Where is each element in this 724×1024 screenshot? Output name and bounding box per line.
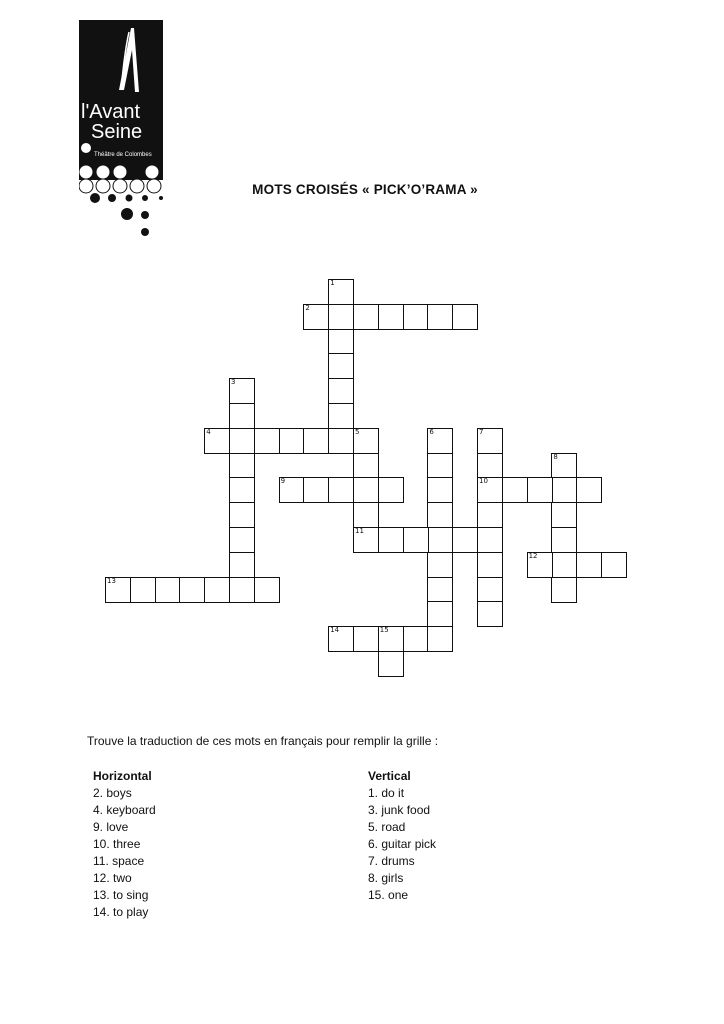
crossword-cell[interactable] — [353, 626, 379, 652]
clue-vertical: 6. guitar pick — [368, 837, 437, 851]
clue-number: 5 — [355, 427, 360, 436]
crossword-cell[interactable] — [303, 428, 329, 454]
crossword-cell[interactable] — [254, 428, 280, 454]
clue-number: 1 — [330, 279, 335, 287]
crossword-cell[interactable] — [229, 527, 255, 553]
crossword-cell[interactable] — [477, 577, 503, 603]
crossword-cell[interactable] — [477, 552, 503, 578]
crossword-cell[interactable] — [403, 626, 429, 652]
crossword-cell[interactable] — [328, 329, 354, 355]
crossword-cell[interactable] — [427, 527, 453, 553]
clue-horizontal: 9. love — [93, 820, 129, 834]
crossword-cell[interactable] — [353, 477, 379, 503]
crossword-cell[interactable] — [229, 403, 255, 429]
crossword-cell[interactable] — [204, 577, 230, 603]
crossword-cell[interactable] — [477, 601, 503, 627]
crossword-cell[interactable] — [279, 477, 305, 503]
crossword-cell[interactable] — [427, 304, 453, 330]
clue-number: 9 — [280, 477, 286, 486]
clue-horizontal: 4. keyboard — [93, 803, 156, 817]
crossword-cell[interactable] — [328, 378, 354, 404]
crossword-cell[interactable] — [279, 428, 305, 454]
crossword-cell[interactable] — [353, 453, 379, 479]
crossword-cell[interactable] — [328, 626, 354, 652]
crossword-cell[interactable] — [328, 403, 354, 429]
crossword-cell[interactable] — [303, 304, 329, 330]
crossword-cell[interactable] — [551, 527, 577, 553]
clue-number: 14 — [330, 626, 340, 635]
crossword-cell[interactable] — [403, 304, 429, 330]
crossword-cell[interactable] — [551, 552, 577, 578]
horizontal-clues — [93, 768, 156, 921]
clue-number: 3 — [231, 378, 236, 387]
crossword-cell[interactable] — [378, 626, 404, 652]
crossword-cell[interactable] — [551, 453, 577, 479]
crossword-cell[interactable] — [502, 477, 528, 503]
clue-number: 13 — [107, 576, 116, 585]
crossword-cell[interactable] — [179, 577, 205, 603]
crossword-cell[interactable] — [601, 552, 627, 578]
crossword-cell[interactable] — [353, 304, 379, 330]
crossword-cell[interactable] — [527, 552, 553, 578]
crossword-cell[interactable] — [477, 453, 503, 479]
clue-number: 6 — [429, 427, 434, 436]
clue-horizontal: 13. to sing — [93, 888, 149, 902]
clue-horizontal: 14. to play — [93, 905, 149, 919]
crossword-cell[interactable] — [229, 552, 255, 578]
crossword-cell[interactable] — [328, 353, 354, 379]
crossword-cell[interactable] — [427, 577, 453, 603]
crossword-cell[interactable] — [303, 477, 329, 503]
clue-number: 4 — [206, 427, 211, 436]
logo-line1: l'Avant — [81, 101, 141, 123]
crossword-cell[interactable] — [576, 552, 602, 578]
clue-vertical: 8. girls — [368, 871, 404, 885]
crossword-cell[interactable] — [155, 577, 181, 603]
instruction-text: Trouve la traduction de ces mots en français pour remplir la grille : — [87, 734, 439, 748]
crossword-cell[interactable] — [378, 304, 404, 330]
crossword-cell[interactable] — [328, 304, 354, 330]
crossword-cell[interactable] — [328, 279, 354, 305]
horizontal-heading: Horizontal — [93, 769, 152, 783]
crossword-cell[interactable] — [427, 502, 453, 528]
crossword-cell[interactable] — [477, 502, 503, 528]
crossword-cell[interactable] — [328, 428, 354, 454]
crossword-cell[interactable] — [378, 651, 404, 677]
clue-vertical: 5. road — [368, 820, 406, 834]
clue-number: 8 — [553, 452, 558, 461]
crossword-cell[interactable] — [427, 453, 453, 479]
clue-number: 7 — [479, 427, 484, 436]
clue-vertical: 15. one — [368, 888, 409, 902]
crossword-cell[interactable] — [427, 601, 453, 627]
clue-number: 15 — [379, 626, 389, 635]
crossword-cell[interactable] — [229, 577, 255, 603]
crossword-cell[interactable] — [229, 428, 255, 454]
crossword-cell[interactable] — [328, 477, 354, 503]
crossword-cell[interactable] — [105, 577, 131, 603]
clue-number: 12 — [528, 551, 538, 560]
crossword-cell[interactable] — [452, 527, 478, 553]
vertical-heading: Vertical — [368, 769, 411, 783]
crossword-cell[interactable] — [229, 502, 255, 528]
crossword-cell[interactable] — [254, 577, 280, 603]
crossword-cell[interactable] — [378, 477, 404, 503]
crossword-cell[interactable] — [378, 527, 404, 553]
clue-horizontal: 11. space — [93, 854, 145, 868]
crossword-cell[interactable] — [551, 577, 577, 603]
crossword-cell[interactable] — [130, 577, 156, 603]
logo-line2: Seine — [91, 121, 143, 143]
crossword-cell[interactable] — [452, 304, 478, 330]
clue-number: 2 — [305, 303, 310, 312]
clue-number: 11 — [355, 527, 364, 535]
crossword-cell[interactable] — [353, 527, 379, 553]
crossword-cell[interactable] — [353, 502, 379, 528]
crossword-cell[interactable] — [477, 428, 503, 454]
page-title: MOTS CROISÉS « PICK’O’RAMA » — [252, 182, 478, 197]
clue-vertical: 3. junk food — [368, 803, 431, 817]
crossword-cell[interactable] — [427, 428, 453, 454]
crossword-cell[interactable] — [551, 502, 577, 528]
vertical-clues — [368, 768, 436, 904]
clue-vertical: 7. drums — [368, 854, 415, 868]
crossword-cell[interactable] — [427, 477, 453, 503]
crossword-cell[interactable] — [229, 378, 255, 404]
crossword-cell[interactable] — [229, 477, 255, 503]
clue-number: 10 — [479, 477, 488, 486]
crossword-cell[interactable] — [403, 527, 429, 553]
crossword-cell[interactable] — [576, 477, 602, 503]
clue-horizontal: 2. boys — [93, 786, 132, 800]
clue-horizontal: 10. three — [93, 837, 141, 851]
crossword-cell[interactable] — [427, 552, 453, 578]
crossword-cell[interactable] — [204, 428, 230, 454]
clue-vertical: 1. do it — [368, 786, 405, 800]
crossword-cell[interactable] — [527, 477, 553, 503]
crossword-cell[interactable] — [427, 626, 453, 652]
crossword-cell[interactable] — [551, 477, 577, 503]
logo-subtitle: Théâtre de Colombes — [94, 152, 152, 158]
crossword-cell[interactable] — [229, 453, 255, 479]
clue-horizontal: 12. two — [93, 871, 132, 885]
crossword-cell[interactable] — [477, 527, 503, 553]
crossword-cell[interactable] — [353, 428, 379, 454]
crossword-cell[interactable] — [477, 477, 503, 503]
